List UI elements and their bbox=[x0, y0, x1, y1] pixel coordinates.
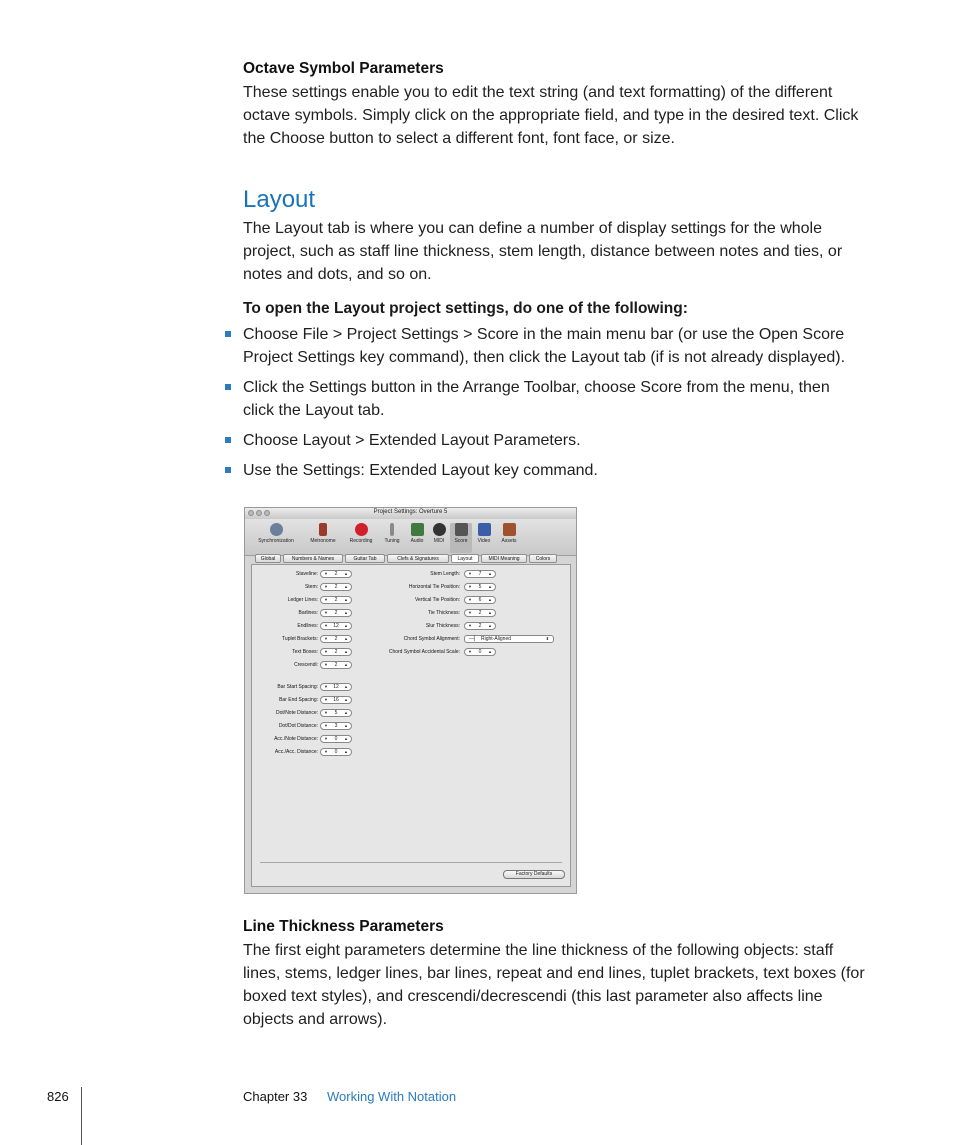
param-label: Chord Symbol Alignment: bbox=[403, 636, 460, 642]
stepper-up-icon[interactable]: ▲ bbox=[488, 584, 492, 589]
footer-divider bbox=[81, 1087, 82, 1145]
tab-midi-meaning[interactable]: MIDI Meaning bbox=[481, 554, 527, 563]
audio-icon bbox=[411, 523, 424, 536]
tab-colors[interactable]: Colors bbox=[529, 554, 557, 563]
stepper-down-icon[interactable]: ▼ bbox=[324, 636, 328, 641]
stepper-up-icon[interactable]: ▲ bbox=[344, 636, 348, 641]
layout-settings-panel bbox=[251, 564, 571, 887]
bullet-square-icon bbox=[225, 331, 231, 337]
stepper-up-icon[interactable]: ▲ bbox=[344, 684, 348, 689]
param-label: Dot/Dot Distance: bbox=[278, 723, 318, 729]
toolbar-assets[interactable]: Assets bbox=[497, 523, 521, 544]
recording-icon bbox=[355, 523, 368, 536]
metronome-icon bbox=[319, 523, 327, 536]
toolbar-recording[interactable]: Recording bbox=[344, 523, 378, 544]
stepper-up-icon[interactable]: ▲ bbox=[344, 597, 348, 602]
stem-stepper[interactable]: ▼ 2 ▲ bbox=[320, 583, 352, 591]
param-label: Dot/Note Distance: bbox=[276, 710, 318, 716]
project-settings-window bbox=[244, 507, 577, 894]
stepper-down-icon[interactable]: ▼ bbox=[468, 597, 472, 602]
page-number: 826 bbox=[47, 1089, 69, 1104]
stepper-up-icon[interactable]: ▲ bbox=[344, 649, 348, 654]
chevron-updown-icon: ⬍ bbox=[545, 636, 549, 641]
stepper-down-icon[interactable]: ▼ bbox=[324, 749, 328, 754]
stepper-up-icon[interactable]: ▲ bbox=[344, 749, 348, 754]
midi-icon bbox=[433, 523, 446, 536]
stepper-down-icon[interactable]: ▼ bbox=[468, 623, 472, 628]
stepper-down-icon[interactable]: ▼ bbox=[324, 649, 328, 654]
stepper-down-icon[interactable]: ▼ bbox=[324, 597, 328, 602]
tab-global[interactable]: Global bbox=[255, 554, 281, 563]
layout-heading: Layout bbox=[243, 186, 316, 213]
param-label: Chord Symbol Accidental Scale: bbox=[388, 649, 460, 655]
stepper-down-icon[interactable]: ▼ bbox=[324, 684, 328, 689]
stepper-up-icon[interactable]: ▲ bbox=[488, 649, 492, 654]
stepper-up-icon[interactable]: ▲ bbox=[344, 697, 348, 702]
stepper-down-icon[interactable]: ▼ bbox=[468, 649, 472, 654]
param-label: Staveline: bbox=[296, 571, 318, 577]
chapter-title-link[interactable]: Working With Notation bbox=[327, 1089, 457, 1104]
param-label: Slur Thickness: bbox=[425, 623, 460, 629]
toolbar-score[interactable]: Score bbox=[450, 523, 472, 553]
param-label: Stem: bbox=[304, 584, 318, 590]
chord-symbol-alignment-select[interactable]: —▏ Right-Aligned ⬍ bbox=[464, 635, 554, 643]
layout-paragraph: The Layout tab is where you can define a number of display settings for the whole project, such as staff line thickness, stem length, distance between notes and ties, or notes and dots, and so on. bbox=[243, 220, 843, 283]
param-label: Bar Start Spacing: bbox=[277, 684, 318, 690]
tab-layout[interactable]: Layout bbox=[451, 554, 479, 563]
toolbar-video[interactable]: Video bbox=[473, 523, 495, 544]
horizontal-tie-position-stepper[interactable]: ▼ 5 ▲ bbox=[464, 583, 496, 591]
param-label: Tuplet Brackets: bbox=[282, 636, 318, 642]
bullet-item: Choose File > Project Settings > Score in the main menu bar (or use the Open Score Project Settings key command), then click the Layout tab (if is not already displayed). bbox=[225, 323, 875, 369]
stepper-down-icon[interactable]: ▼ bbox=[324, 697, 328, 702]
stepper-up-icon[interactable]: ▲ bbox=[344, 723, 348, 728]
stepper-up-icon[interactable]: ▲ bbox=[488, 597, 492, 602]
param-label: Crescendi: bbox=[294, 662, 318, 668]
ledger-lines-stepper[interactable]: ▼ 2 ▲ bbox=[320, 596, 352, 604]
toolbar-synchronization[interactable]: Synchronization bbox=[251, 523, 301, 544]
stem-length-stepper[interactable]: ▼ 7 ▲ bbox=[464, 570, 496, 578]
toolbar-audio[interactable]: Audio bbox=[406, 523, 428, 544]
stepper-up-icon[interactable]: ▲ bbox=[344, 584, 348, 589]
synchronization-icon bbox=[270, 523, 283, 536]
stepper-down-icon[interactable]: ▼ bbox=[324, 710, 328, 715]
tab-guitar-tab[interactable]: Guitar Tab bbox=[345, 554, 385, 563]
window-title: Project Settings: Overture 5 bbox=[373, 509, 448, 515]
tab-clefs-signatures[interactable]: Clefs & Signatures bbox=[387, 554, 449, 563]
param-label: Acc./Note Distance: bbox=[274, 736, 318, 742]
param-label: Vertical Tie Position: bbox=[414, 597, 460, 603]
chord-accidental-scale-stepper[interactable]: ▼ 0 ▲ bbox=[464, 648, 496, 656]
video-icon bbox=[478, 523, 491, 536]
barlines-stepper[interactable]: ▼ 2 ▲ bbox=[320, 609, 352, 617]
line-thickness-paragraph: The first eight parameters determine the line thickness of the following objects: staff lines, stems, ledger lines, bar lines, repeat and end lines, tuplet brackets, text boxes (for boxed text styles), and crescendi/decrescendi (this last parameter also affects line objects and arrows). bbox=[243, 942, 865, 1028]
stepper-down-icon[interactable]: ▼ bbox=[324, 610, 328, 615]
dot-note-distance-stepper[interactable]: ▼ 5 ▲ bbox=[320, 709, 352, 717]
bullet-square-icon bbox=[225, 384, 231, 390]
stepper-down-icon[interactable]: ▼ bbox=[468, 610, 472, 615]
tuning-icon bbox=[390, 523, 394, 536]
stepper-up-icon[interactable]: ▲ bbox=[344, 623, 348, 628]
stepper-down-icon[interactable]: ▼ bbox=[468, 571, 472, 576]
param-label: Endlines: bbox=[297, 623, 318, 629]
slur-thickness-stepper[interactable]: ▼ 2 ▲ bbox=[464, 622, 496, 630]
bullet-square-icon bbox=[225, 437, 231, 443]
stepper-up-icon[interactable]: ▲ bbox=[344, 610, 348, 615]
stepper-up-icon[interactable]: ▲ bbox=[488, 610, 492, 615]
param-label: Barlines: bbox=[298, 610, 318, 616]
stepper-down-icon[interactable]: ▼ bbox=[324, 571, 328, 576]
stepper-down-icon[interactable]: ▼ bbox=[324, 662, 328, 667]
panel-divider bbox=[260, 862, 562, 863]
param-label: Acc./Acc. Distance: bbox=[274, 749, 318, 755]
toolbar-metronome[interactable]: Metronome bbox=[305, 523, 341, 544]
octave-heading: Octave Symbol Parameters bbox=[243, 60, 444, 77]
stepper-down-icon[interactable]: ▼ bbox=[324, 584, 328, 589]
bar-end-spacing-stepper[interactable]: ▼ 16 ▲ bbox=[320, 696, 352, 704]
tuplet-brackets-stepper[interactable]: ▼ 2 ▲ bbox=[320, 635, 352, 643]
stepper-up-icon[interactable]: ▲ bbox=[488, 571, 492, 576]
toolbar-midi[interactable]: MIDI bbox=[429, 523, 449, 544]
endlines-stepper[interactable]: ▼ 12 ▲ bbox=[320, 622, 352, 630]
toolbar-tuning[interactable]: Tuning bbox=[380, 523, 404, 544]
line-thickness-heading: Line Thickness Parameters bbox=[243, 918, 444, 935]
vertical-tie-position-stepper[interactable]: ▼ 6 ▲ bbox=[464, 596, 496, 604]
staveline-stepper[interactable]: ▼ 2 ▲ bbox=[320, 570, 352, 578]
tie-thickness-stepper[interactable]: ▼ 2 ▲ bbox=[464, 609, 496, 617]
stepper-up-icon[interactable]: ▲ bbox=[344, 736, 348, 741]
acc-acc-distance-stepper[interactable]: ▼ 0 ▲ bbox=[320, 748, 352, 756]
chapter-label: Chapter 33 bbox=[243, 1089, 308, 1104]
settings-toolbar bbox=[245, 519, 576, 556]
bullet-square-icon bbox=[225, 467, 231, 473]
score-icon bbox=[455, 523, 468, 536]
dot-dot-distance-stepper[interactable]: ▼ 3 ▲ bbox=[320, 722, 352, 730]
stepper-up-icon[interactable]: ▲ bbox=[344, 571, 348, 576]
bullet-item: Click the Settings button in the Arrange Toolbar, choose Score from the menu, then click the Layout tab. bbox=[225, 376, 875, 422]
bar-start-spacing-stepper[interactable]: ▼ 12 ▲ bbox=[320, 683, 352, 691]
stepper-down-icon[interactable]: ▼ bbox=[324, 723, 328, 728]
param-label: Horizontal Tie Position: bbox=[408, 584, 460, 590]
stepper-down-icon[interactable]: ▼ bbox=[324, 623, 328, 628]
tab-numbers-names[interactable]: Numbers & Names bbox=[283, 554, 343, 563]
octave-paragraph: These settings enable you to edit the text string (and text formatting) of the different octave symbols. Simply click on the appropriate field, and type in the desired text. Click the Choose button to select a different font, font face, or size. bbox=[243, 84, 859, 147]
align-right-icon: —▏ bbox=[469, 636, 478, 642]
bullet-item: Use the Settings: Extended Layout key command. bbox=[225, 459, 875, 482]
factory-defaults-button[interactable]: Factory Defaults bbox=[503, 870, 565, 879]
stepper-down-icon[interactable]: ▼ bbox=[468, 584, 472, 589]
param-label: Ledger Lines: bbox=[287, 597, 318, 603]
param-label: Stem Length: bbox=[430, 571, 460, 577]
crescendi-stepper[interactable]: ▼ 2 ▲ bbox=[320, 661, 352, 669]
stepper-up-icon[interactable]: ▲ bbox=[344, 662, 348, 667]
bullet-item: Choose Layout > Extended Layout Parameters. bbox=[225, 429, 875, 452]
text-boxes-stepper[interactable]: ▼ 2 ▲ bbox=[320, 648, 352, 656]
acc-note-distance-stepper[interactable]: ▼ 0 ▲ bbox=[320, 735, 352, 743]
assets-icon bbox=[503, 523, 516, 536]
stepper-up-icon[interactable]: ▲ bbox=[344, 710, 348, 715]
task-heading: To open the Layout project settings, do one of the following: bbox=[243, 300, 688, 317]
param-label: Text Boxes: bbox=[292, 649, 318, 655]
stepper-down-icon[interactable]: ▼ bbox=[324, 736, 328, 741]
stepper-up-icon[interactable]: ▲ bbox=[488, 623, 492, 628]
param-label: Bar End Spacing: bbox=[279, 697, 318, 703]
param-label: Tie Thickness: bbox=[428, 610, 460, 616]
